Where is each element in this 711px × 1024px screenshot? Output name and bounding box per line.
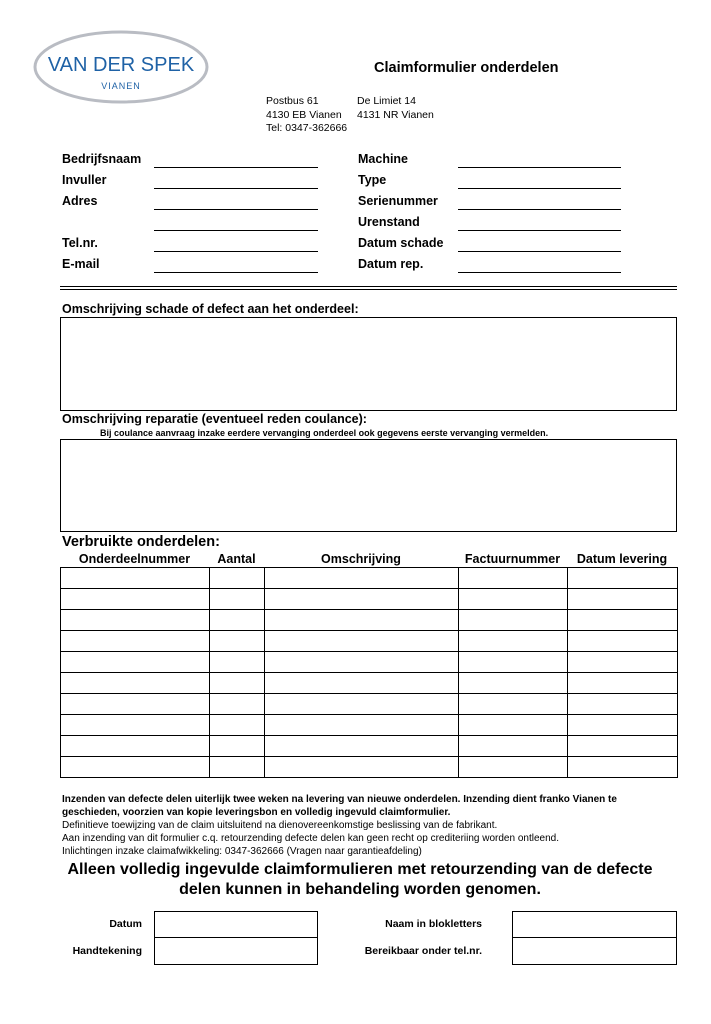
table-cell[interactable] [210, 652, 265, 673]
table-cell[interactable] [568, 673, 678, 694]
field-datum-rep[interactable] [458, 272, 621, 273]
label-datum: Datum [109, 918, 142, 930]
table-cell[interactable] [210, 757, 265, 778]
table-cell[interactable] [61, 589, 210, 610]
label-serienummer: Serienummer [358, 194, 438, 208]
separator-bottom [60, 289, 677, 290]
table-cell[interactable] [61, 652, 210, 673]
form-title: Claimformulier onderdelen [374, 60, 559, 76]
field-datum-schade[interactable] [458, 251, 621, 252]
table-cell[interactable] [210, 736, 265, 757]
field-email[interactable] [154, 272, 318, 273]
note-bold-1: Inzenden van defecte delen uiterlijk twee weken na levering van nieuwe onderdelen. Inzending dient franko Vianen te [62, 794, 617, 805]
label-adres: Adres [62, 194, 98, 208]
label-type: Type [358, 173, 387, 187]
table-cell[interactable] [459, 568, 568, 589]
col-onderdeelnummer: Onderdeelnummer [78, 552, 191, 566]
table-cell[interactable] [459, 652, 568, 673]
table-cell[interactable] [459, 610, 568, 631]
table-cell[interactable] [568, 610, 678, 631]
field-bereikbaar[interactable] [512, 937, 677, 965]
address-line: Tel: 0347-362666 [266, 122, 348, 134]
field-invuller[interactable] [154, 188, 318, 189]
table-cell[interactable] [568, 694, 678, 715]
label-email: E-mail [62, 257, 100, 271]
table-cell[interactable] [61, 757, 210, 778]
table-cell[interactable] [459, 694, 568, 715]
table-cell[interactable] [210, 610, 265, 631]
label-datum-rep: Datum rep. [358, 257, 424, 271]
table-cell[interactable] [459, 757, 568, 778]
table-cell[interactable] [265, 610, 459, 631]
table-cell[interactable] [459, 589, 568, 610]
table-row [61, 757, 678, 778]
table-cell[interactable] [210, 694, 265, 715]
table-cell[interactable] [61, 715, 210, 736]
table-row [61, 736, 678, 757]
field-adres-2[interactable] [154, 230, 318, 231]
table-cell[interactable] [265, 694, 459, 715]
table-cell[interactable] [568, 757, 678, 778]
field-naam[interactable] [512, 911, 677, 938]
warning-text [40, 860, 680, 900]
van-der-spek-logo [32, 28, 210, 106]
repair-textarea[interactable] [60, 439, 677, 532]
logo-name: VAN DER SPEK [47, 54, 195, 76]
warning-line-2: delen kunnen in behandeling worden genomen. [179, 881, 541, 898]
damage-title: Omschrijving schade of defect aan het onderdeel: [62, 302, 359, 316]
label-handtekening: Handtekening [72, 945, 142, 957]
table-cell[interactable] [568, 631, 678, 652]
table-cell[interactable] [459, 631, 568, 652]
table-cell[interactable] [265, 631, 459, 652]
table-row [61, 715, 678, 736]
note-line-5: Inlichtingen inzake claimafwikkeling: 0347-362666 (Vragen naar garantieafdeling) [62, 846, 422, 857]
label-invuller: Invuller [62, 173, 107, 187]
col-datum-levering: Datum levering [576, 552, 668, 566]
table-cell[interactable] [61, 736, 210, 757]
address-line: Postbus 61 [266, 95, 319, 107]
repair-subtitle: Bij coulance aanvraag inzake eerdere vervanging onderdeel ook gegevens eerste vervanging vermelden. [100, 428, 549, 438]
table-cell[interactable] [265, 757, 459, 778]
address-line: De Limiet 14 [357, 95, 416, 107]
table-cell[interactable] [265, 673, 459, 694]
separator-top [60, 286, 677, 287]
table-cell[interactable] [61, 568, 210, 589]
table-row [61, 652, 678, 673]
logo-place: VIANEN [101, 81, 141, 91]
table-cell[interactable] [61, 694, 210, 715]
table-cell[interactable] [265, 736, 459, 757]
table-row [61, 673, 678, 694]
table-cell[interactable] [568, 589, 678, 610]
table-cell[interactable] [568, 568, 678, 589]
field-type[interactable] [458, 188, 621, 189]
table-cell[interactable] [61, 673, 210, 694]
table-row [61, 589, 678, 610]
col-aantal: Aantal [217, 552, 256, 566]
table-cell[interactable] [459, 673, 568, 694]
field-urenstand[interactable] [458, 230, 621, 231]
table-cell[interactable] [61, 610, 210, 631]
table-row [61, 631, 678, 652]
label-bedrijfsnaam: Bedrijfsnaam [62, 152, 142, 166]
field-datum[interactable] [154, 911, 318, 938]
table-cell[interactable] [210, 568, 265, 589]
label-telnr: Tel.nr. [62, 236, 98, 250]
note-bold-2: geschieden, voorzien van kopie leveringsbon en volledig ingevuld claimformulier. [62, 807, 451, 818]
address-col2 [357, 95, 434, 122]
field-bedrijfsnaam[interactable] [154, 167, 318, 168]
table-cell[interactable] [568, 652, 678, 673]
field-machine[interactable] [458, 167, 621, 168]
label-bereikbaar: Bereikbaar onder tel.nr. [364, 945, 482, 957]
table-cell[interactable] [568, 736, 678, 757]
table-cell[interactable] [210, 631, 265, 652]
table-cell[interactable] [265, 589, 459, 610]
table-cell[interactable] [459, 715, 568, 736]
address-line: 4131 NR Vianen [357, 108, 434, 121]
table-cell[interactable] [265, 715, 459, 736]
table-cell[interactable] [459, 736, 568, 757]
label-machine: Machine [358, 152, 409, 166]
table-cell[interactable] [265, 568, 459, 589]
address-col1 [266, 95, 347, 136]
table-cell[interactable] [265, 652, 459, 673]
field-serienummer[interactable] [458, 209, 621, 210]
field-adres-1[interactable] [154, 209, 318, 210]
col-factuurnummer: Factuurnummer [464, 552, 561, 566]
col-omschrijving: Omschrijving [321, 552, 401, 566]
address-line: 4130 EB Vianen [266, 108, 342, 121]
parts-table [60, 567, 678, 778]
label-datum-schade: Datum schade [358, 236, 444, 250]
table-row [61, 568, 678, 589]
table-row [61, 694, 678, 715]
note-line-3: Definitieve toewijzing van de claim uitsluitend na dienovereenkomstige beslissing van de fabrikant. [62, 820, 498, 831]
field-telnr[interactable] [154, 251, 318, 252]
note-line-4: Aan inzending van dit formulier c.q. retourzending defecte delen kan geen recht op crediteriing worden ontleend. [62, 833, 559, 844]
table-cell[interactable] [210, 589, 265, 610]
damage-textarea[interactable] [60, 317, 677, 411]
table-row [61, 610, 678, 631]
label-naam: Naam in blokletters [385, 918, 482, 930]
table-cell[interactable] [210, 673, 265, 694]
warning-line-1: Alleen volledig ingevulde claimformulieren met retourzending van de defecte [67, 861, 653, 878]
table-cell[interactable] [568, 715, 678, 736]
field-handtekening[interactable] [154, 937, 318, 965]
repair-title: Omschrijving reparatie (eventueel reden coulance): [62, 412, 367, 426]
parts-title: Verbruikte onderdelen: [62, 534, 220, 550]
label-urenstand: Urenstand [358, 215, 420, 229]
table-cell[interactable] [61, 631, 210, 652]
table-cell[interactable] [210, 715, 265, 736]
